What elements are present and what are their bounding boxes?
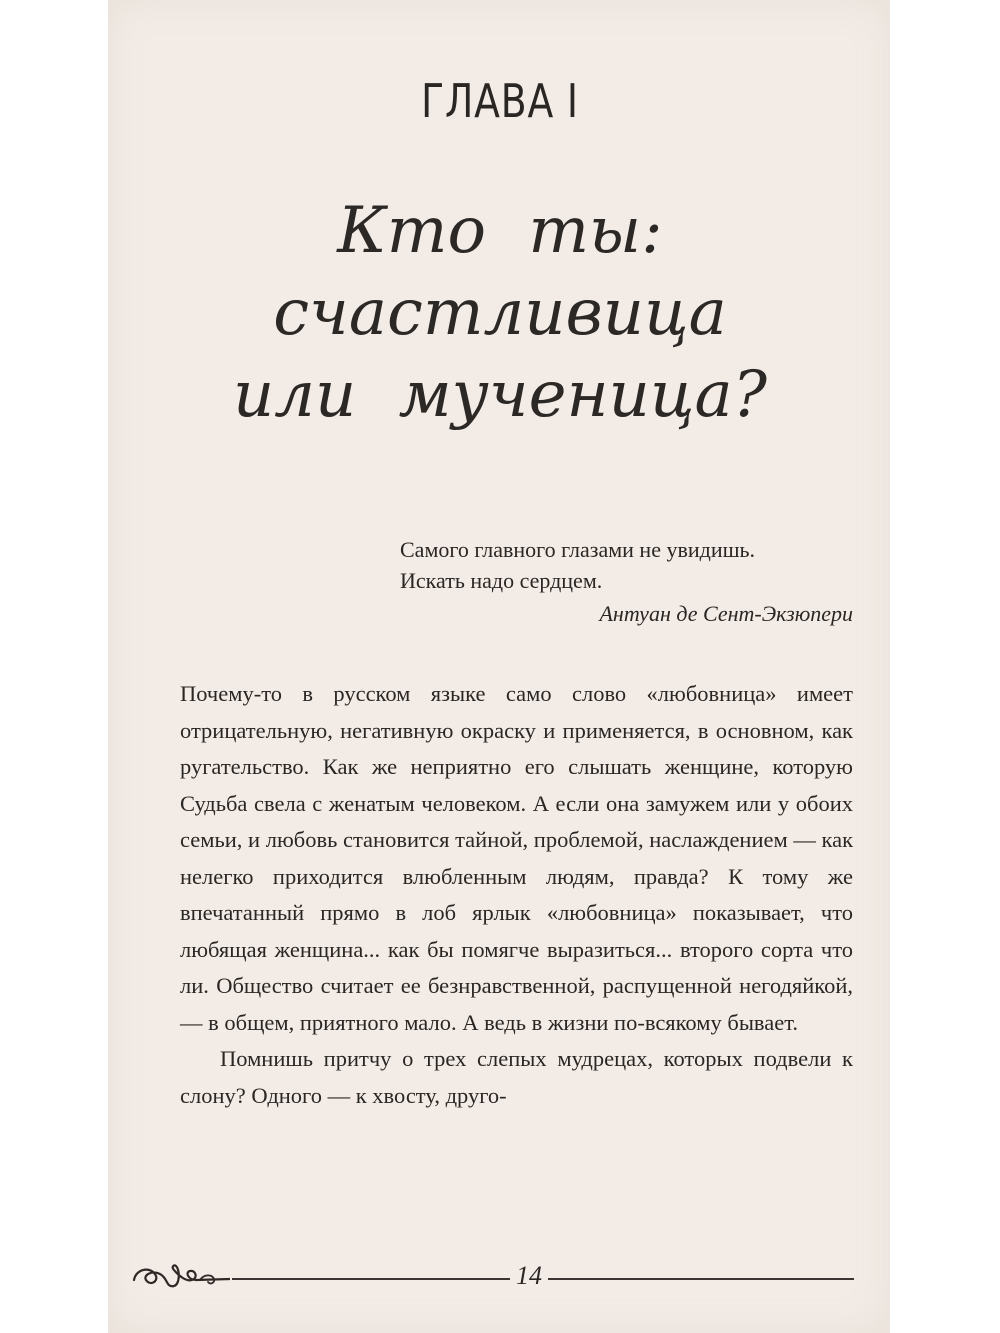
chapter-title-line: счастливица	[273, 276, 727, 350]
body-paragraph: Помнишь притчу о трех слепых мудрецах, которых подвели к слону? Одного — к хвосту, друго-	[180, 1046, 853, 1108]
epigraph-line: Искать надо сердцем.	[400, 568, 603, 593]
chapter-title	[0, 190, 1000, 436]
page-number: 14	[516, 1261, 542, 1290]
epigraph-author: Антуан де Сент-Экзюпери	[599, 601, 853, 626]
chapter-label: ГЛАВА I	[421, 74, 579, 128]
epigraph-line: Самого главного глазами не увидишь.	[400, 537, 756, 562]
body-paragraph: Почему-то в русском языке само слово «любовница» имеет отрицательную, негативную окраску и применяется, в основном, как ругательство. Как же неприятно его слышать женщине, которую Судьба свела с женатым человеком. А если она замужем или у обоих семьи, и любовь становится тайной, проблемой, наслаждением — как нелегко приходится влюбленным людям, правда? К тому же впечатанный прямо в лоб ярлык «любовница» показывает, что любящая женщина... как бы помягче выразиться... второго сорта что ли. Общество считает ее безнравственной, распущенной негодяйкой, — в общем, приятного мало. А ведь в жизни по-всякому бывает.	[180, 681, 853, 1035]
chapter-title-line: Кто ты:	[337, 194, 663, 268]
page-footer	[130, 1258, 855, 1298]
flourish-ornament-icon	[130, 1258, 230, 1294]
footer-rule-left	[232, 1278, 510, 1280]
epigraph	[400, 534, 855, 629]
footer-rule-right	[548, 1278, 854, 1280]
body-text	[180, 676, 853, 1114]
chapter-title-line: или мученица?	[233, 358, 767, 432]
